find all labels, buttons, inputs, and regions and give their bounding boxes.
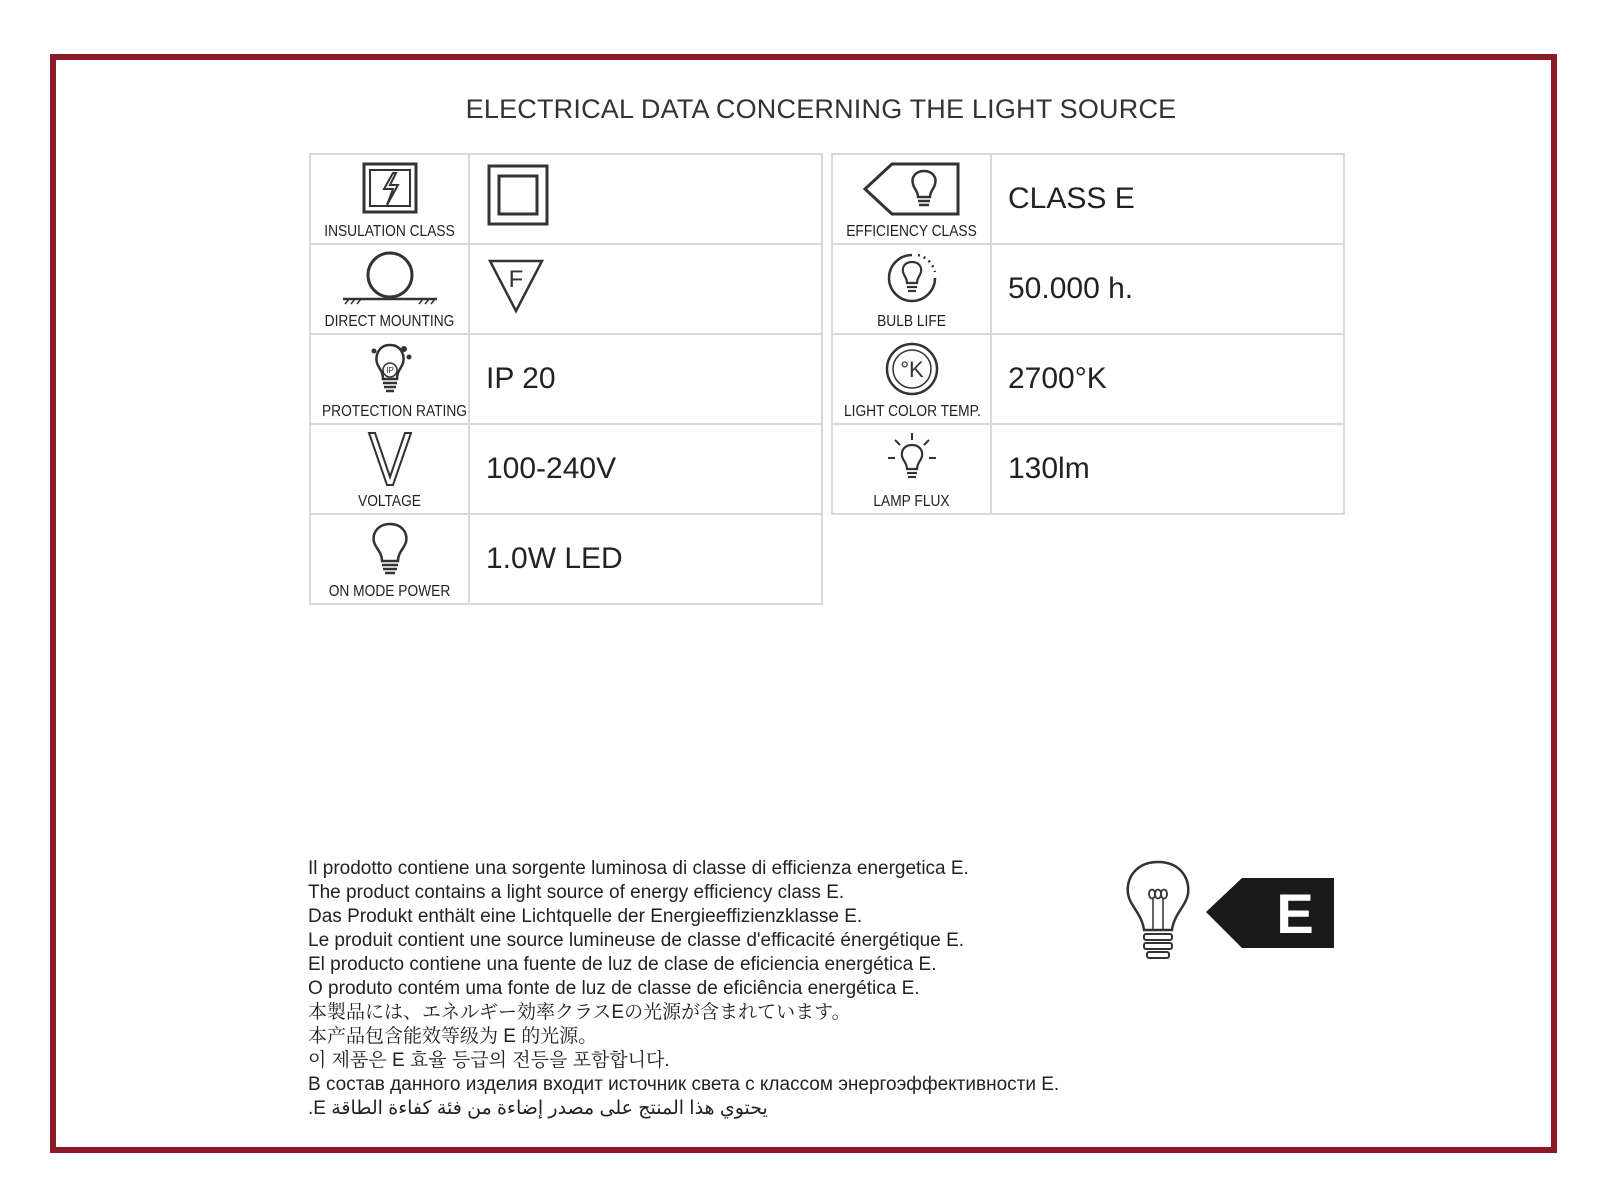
direct-mounting-value	[469, 244, 822, 334]
light-color-temp-label: LIGHT COLOR TEMP.	[843, 403, 981, 420]
spec-row-efficiency-class	[832, 154, 1344, 244]
disclaimer-line-en: The product contains a light source of energy efficiency class E.	[308, 882, 845, 903]
protection-rating-label: PROTECTION RATING	[321, 403, 467, 420]
left-spec-table	[309, 153, 823, 605]
right-spec-table	[831, 153, 1345, 515]
lamp-flux-icon	[833, 431, 990, 485]
protection-icon-text: IP	[385, 366, 394, 375]
f-mark-letter: F	[508, 266, 524, 293]
spec-row-bulb-life	[832, 244, 1344, 334]
energy-disclaimer	[308, 857, 1059, 1121]
insulation-class-label: INSULATION CLASS	[324, 223, 455, 240]
on-mode-power-label: ON MODE POWER	[328, 583, 451, 600]
energy-class-badge	[1206, 878, 1334, 948]
spec-row-on-mode-power	[310, 514, 822, 604]
page-title: ELECTRICAL DATA CONCERNING THE LIGHT SOURCE	[465, 94, 1177, 124]
disclaimer-line-ko: 이 제품은 E 효율 등급의 전등을 포함합니다.	[308, 1050, 670, 1071]
spec-row-light-color-temp	[832, 334, 1344, 424]
on-mode-power-value: 1.0W LED	[469, 514, 822, 604]
disclaimer-line-ja: 本製品には、エネルギー効率クラスEの光源が含まれています。	[308, 1002, 851, 1023]
bulb-life-icon	[833, 251, 990, 305]
f-mark-icon	[486, 255, 546, 315]
protection-rating-icon	[311, 341, 468, 395]
disclaimer-line-ar: يحتوي هذا المنتج على مصدر إضاءة من فئة كفاءة الطاقة E.	[308, 1098, 768, 1119]
light-color-temp-value: 2700°K	[991, 334, 1344, 424]
lamp-flux-value: 130lm	[991, 424, 1344, 514]
direct-mounting-label: DIRECT MOUNTING	[324, 313, 455, 330]
disclaimer-line-fr: Le produit contient une source lumineuse de classe d'efficacité énergétique E.	[308, 930, 965, 951]
efficiency-class-label: EFFICIENCY CLASS	[846, 223, 977, 240]
disclaimer-line-de: Das Produkt enthält eine Lichtquelle der Energieeffizienzklasse E.	[308, 906, 863, 927]
energy-bulb-icon	[1128, 862, 1189, 958]
bulb-life-label: BULB LIFE	[877, 313, 946, 330]
color-temp-icon-text: °K	[899, 357, 924, 382]
protection-rating-value: IP 20	[469, 334, 822, 424]
bulb-life-value: 50.000 h.	[991, 244, 1344, 334]
spec-row-lamp-flux	[832, 424, 1344, 514]
spec-row-direct-mounting	[310, 244, 822, 334]
disclaimer-line-pt: O produto contém uma fonte de luz de classe de eficiência energética E.	[308, 978, 920, 999]
voltage-icon	[311, 431, 468, 485]
on-mode-power-icon	[311, 521, 468, 575]
spec-row-voltage	[310, 424, 822, 514]
spec-row-insulation-class	[310, 154, 822, 244]
light-color-temp-icon	[833, 341, 990, 395]
energy-class-graphic	[1120, 858, 1360, 968]
efficiency-class-value: CLASS E	[991, 154, 1344, 244]
spec-row-protection-rating	[310, 334, 822, 424]
voltage-label: VOLTAGE	[358, 493, 421, 510]
insulation-class-value	[469, 154, 822, 244]
energy-class-letter: E	[1276, 882, 1314, 945]
disclaimer-line-it: Il prodotto contiene una sorgente luminosa di classe di efficienza energetica E.	[308, 858, 969, 879]
lamp-flux-label: LAMP FLUX	[873, 493, 950, 510]
disclaimer-line-zh: 本产品包含能效等级为 E 的光源。	[308, 1026, 598, 1047]
disclaimer-line-es: El producto contiene una fuente de luz de clase de eficiencia energética E.	[308, 954, 937, 975]
disclaimer-line-ru: В состав данного изделия входит источник света с классом энергоэффективности E.	[308, 1074, 1060, 1095]
direct-mounting-icon	[311, 251, 468, 305]
efficiency-class-icon	[833, 161, 990, 215]
voltage-value: 100-240V	[469, 424, 822, 514]
insulation-class-icon	[311, 161, 468, 215]
double-insulation-icon	[486, 163, 550, 227]
